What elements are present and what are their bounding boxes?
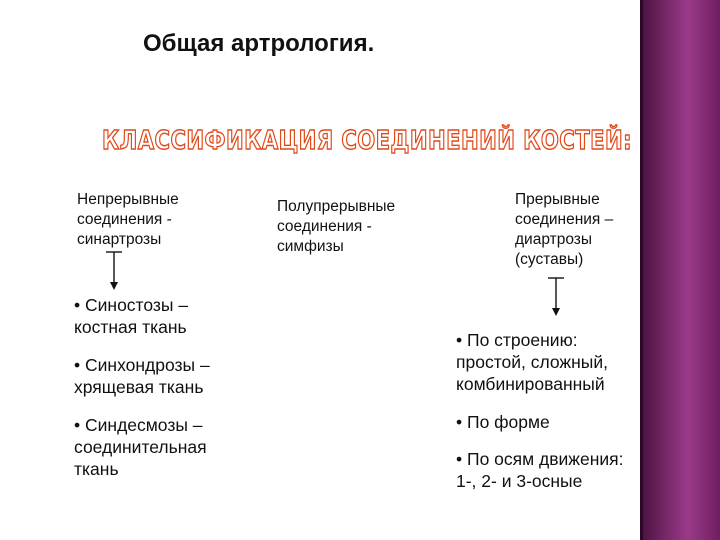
list-item-synostoses: • Синостозы – костная ткань xyxy=(74,295,189,337)
list-item-by-shape: • По форме xyxy=(456,412,550,432)
list-item-by-structure: • По строению: простой, сложный, комбинированный xyxy=(456,330,609,394)
list-item-synchondroses: • Синхондрозы – хрящевая ткань xyxy=(74,355,210,397)
continuous-joints-header: Непрерывные соединения - синартрозы xyxy=(77,191,179,248)
sidebar-edge xyxy=(640,0,643,540)
semicontinuous-joints-header: Полупрерывные соединения - симфизы xyxy=(277,198,396,255)
discontinuous-joints-header: Прерывные соединения – диартрозы (суставы) xyxy=(515,191,614,268)
continuous-joints-arrow xyxy=(104,250,124,292)
page-title: Общая артрология. xyxy=(143,30,375,57)
list-item-syndesmoses: • Синдесмозы – соединительная ткань xyxy=(74,415,207,479)
discontinuous-joints-arrow xyxy=(546,276,566,318)
classification-heading xyxy=(0,118,720,164)
classification-heading-text: КЛАССИФИКАЦИЯ СОЕДИНЕНИЙ КОСТЕЙ: xyxy=(102,126,632,156)
decorative-sidebar xyxy=(640,0,720,540)
list-item-by-axes: • По осям движения: 1-, 2- и 3-осные xyxy=(456,449,624,491)
